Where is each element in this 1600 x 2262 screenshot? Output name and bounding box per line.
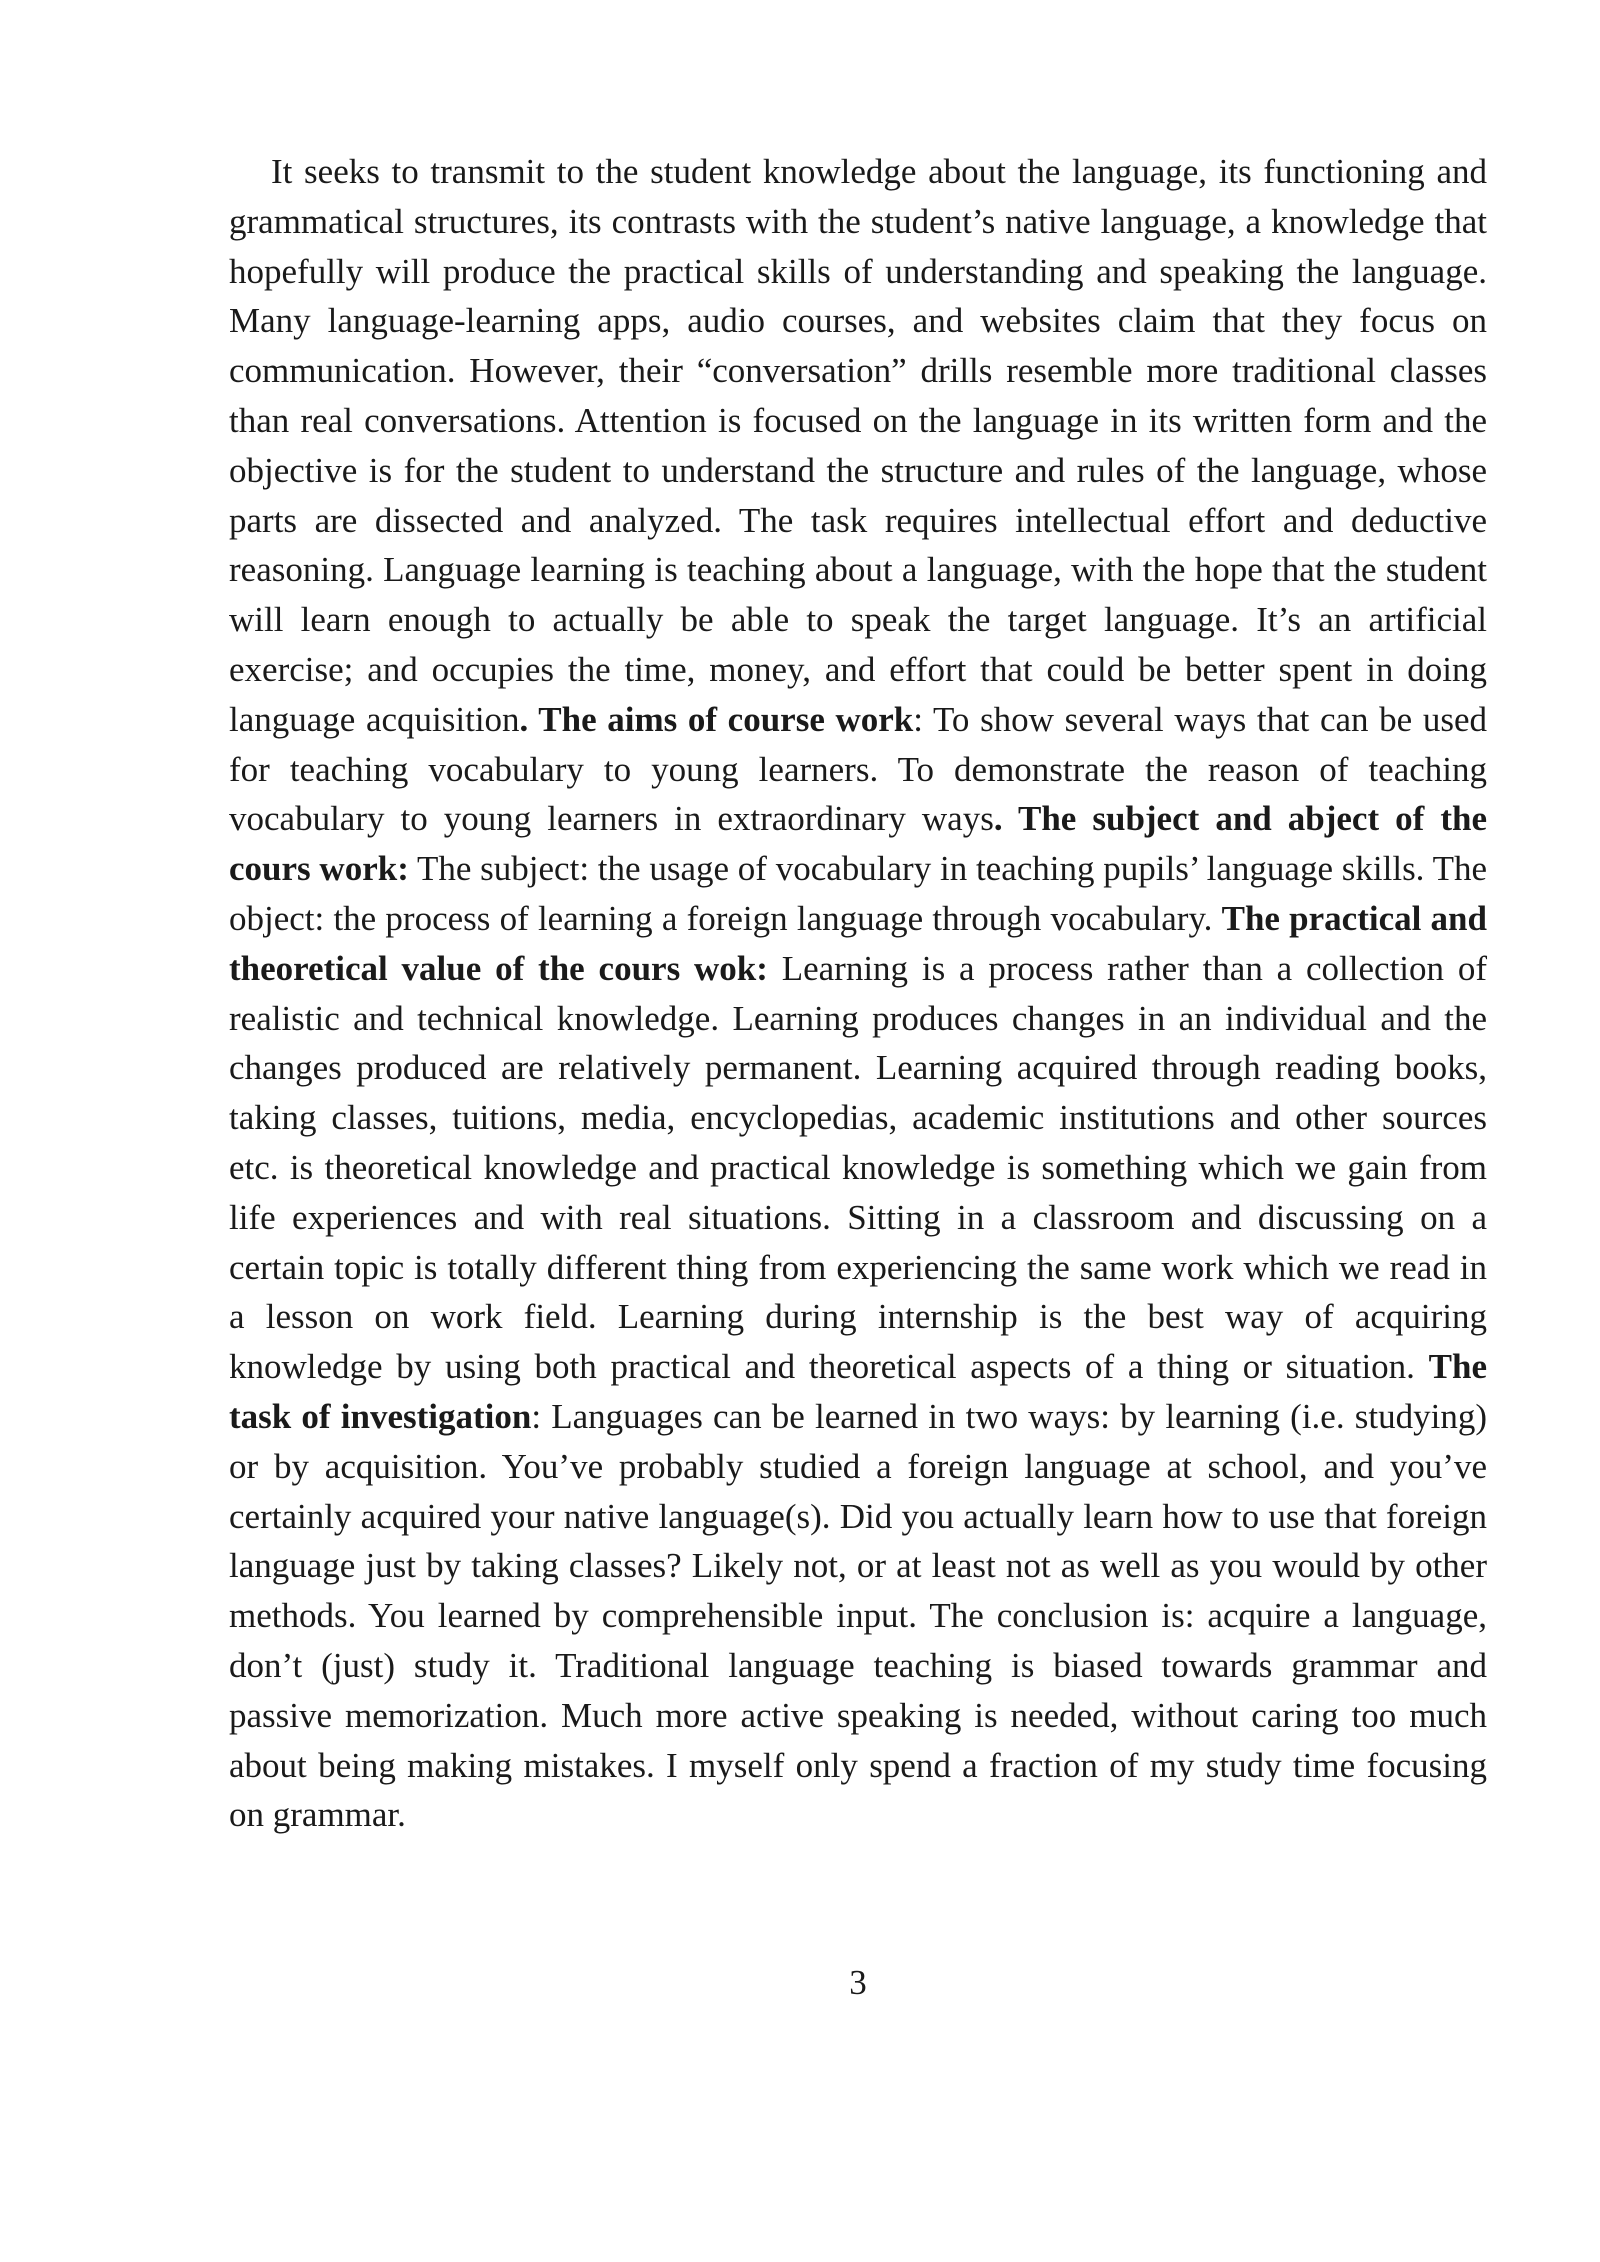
paragraph-text-5: : Languages can be learned in two ways: by learning (i.e. studying) or by acquisition. You’ve probably studied a foreign language at school, and you’ve certainly acquired your native language(s). Did you actually learn how to use that foreign language just by taking classes? Likely not, or at least not as well as you would by other methods. You learned by comprehensible input. The conclusion is: acquire a language, don’t (just) study it. Traditional language teaching is biased towards grammar and passive memorization. Much more active speaking is needed, without caring too much about being making mistakes. I myself only spend a fraction of my study time focusing on grammar. <box>229 1396 1487 1835</box>
paragraph-text-1: It seeks to transmit to the student knowledge about the language, its functioning and grammatical structures, its contrasts with the student’s native language, a knowledge that hopefully will produce the practical skills of understanding and speaking the language. Many language-learning apps, audio courses, and websites claim that they focus on communication. However, their “conversation” drills resemble more traditional classes than real conversations. Attention is focused on the language in its written form and the objective is for the student to understand the structure and rules of the language, whose parts are dissected and analyzed. The task requires intellectual effort and deductive reasoning. Language learning is teaching about a language, with the hope that the student will learn enough to actually be able to speak the target language. It’s an artificial exercise; and occupies the time, money, and effort that could be better spent in doing language acquisition <box>229 152 1487 739</box>
body-paragraph <box>229 147 1487 1840</box>
paragraph-text-2: : To show several ways that can be used for teaching vocabulary to young learners. To demonstrate the reason of teaching vocabulary to young learners in extraordinary ways <box>229 699 1488 839</box>
heading-task-of-investigation: The task of investigation <box>229 1347 1487 1436</box>
heading-subject-and-object: . The subject and abject of the cours work: <box>229 799 1487 889</box>
heading-practical-theoretical-value: The practical and theoretical value of the cours wok: <box>229 898 1487 988</box>
paragraph-text-3: The subject: the usage of vocabulary in teaching pupils’ language skills. The object: the process of learning a foreign language through vocabulary. <box>229 849 1487 938</box>
page-number: 3 <box>849 1963 867 2002</box>
heading-aims-of-course-work: . The aims of course work <box>519 699 914 739</box>
paragraph-text-4: Learning is a process rather than a collection of realistic and technical knowledge. Learning produces changes in an individual and the changes produced are relatively permanent. Learning acquired through reading books, taking classes, tuitions, media, encyclopedias, academic institutions and other sources etc. is theoretical knowledge and practical knowledge is something which we gain from life experiences and with real situations. Sitting in a classroom and discussing on a certain topic is totally different thing from experiencing the same work which we read in a lesson on work field. Learning during internship is the best way of acquiring knowledge by using both practical and theoretical aspects of a thing or situation. <box>229 948 1487 1387</box>
